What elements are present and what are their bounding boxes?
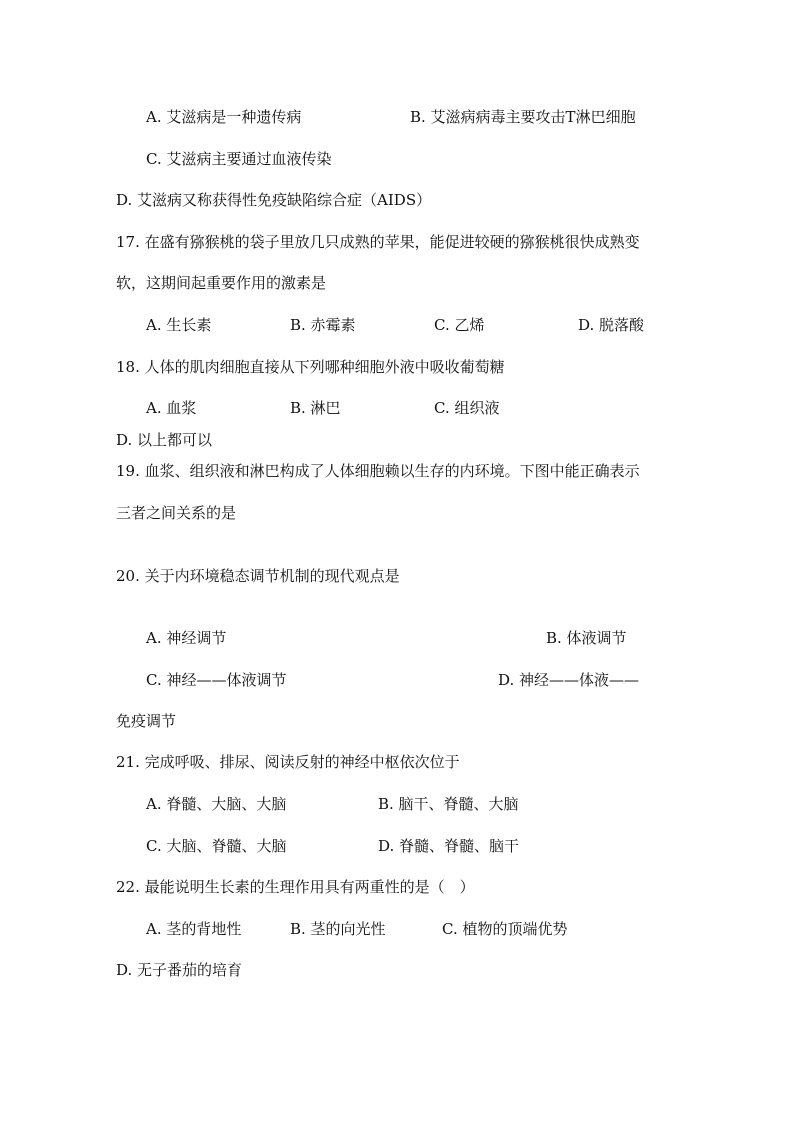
q19-stem-line-1: 19. 血浆、组织液和淋巴构成了人体细胞赖以生存的内环境。下图中能正确表示: [116, 462, 640, 480]
q21-option-c: C. 大脑、脊髓、大脑: [146, 837, 287, 855]
q20-option-a: A. 神经调节: [146, 629, 227, 647]
q16-option-a: A. 艾滋病是一种遗传病: [146, 108, 302, 126]
q20-option-d-line-1: D. 神经——体液——: [498, 671, 640, 689]
q17-option-d: D. 脱落酸: [578, 316, 645, 334]
q21-stem: 21. 完成呼吸、排尿、阅读反射的神经中枢依次位于: [116, 753, 460, 771]
q22-option-a: A. 茎的背地性: [146, 920, 242, 938]
q18-option-c: C. 组织液: [434, 399, 500, 417]
q19-stem-line-2: 三者之间关系的是: [116, 504, 237, 522]
q20-stem: 20. 关于内环境稳态调节机制的现代观点是: [116, 567, 400, 585]
q17-option-a: A. 生长素: [146, 316, 212, 334]
q18-stem: 18. 人体的肌肉细胞直接从下列哪种细胞外液中吸收葡萄糖: [116, 358, 505, 376]
q22-option-b: B. 茎的向光性: [290, 920, 386, 938]
q16-option-b: B. 艾滋病病毒主要攻击T淋巴细胞: [410, 108, 636, 126]
q22-option-c: C. 植物的顶端优势: [442, 920, 568, 938]
q20-option-d-line-2: 免疫调节: [116, 712, 177, 730]
q20-option-c: C. 神经——体液调节: [146, 671, 287, 689]
q22-option-d: D. 无子番茄的培育: [116, 961, 243, 979]
q17-option-c: C. 乙烯: [434, 316, 485, 334]
q16-option-d: D. 艾滋病又称获得性免疫缺陷综合症（AIDS）: [116, 191, 432, 209]
q18-option-b: B. 淋巴: [290, 399, 341, 417]
q18-option-d: D. 以上都可以: [116, 431, 213, 449]
q21-option-b: B. 脑干、脊髓、大脑: [378, 795, 519, 813]
q18-option-a: A. 血浆: [146, 399, 197, 417]
q20-option-b: B. 体液调节: [546, 629, 627, 647]
q22-stem: 22. 最能说明生长素的生理作用具有两重性的是（ ）: [116, 878, 475, 896]
q17-stem-line-2: 软，这期间起重要作用的激素是: [116, 274, 327, 292]
q17-stem-line-1: 17. 在盛有猕猴桃的袋子里放几只成熟的苹果，能促进较硬的猕猴桃很快成熟变: [116, 233, 640, 251]
q21-option-d: D. 脊髓、脊髓、脑干: [378, 837, 520, 855]
q21-option-a: A. 脊髓、大脑、大脑: [146, 795, 287, 813]
q17-option-b: B. 赤霉素: [290, 316, 356, 334]
q16-option-c: C. 艾滋病主要通过血液传染: [146, 150, 332, 168]
